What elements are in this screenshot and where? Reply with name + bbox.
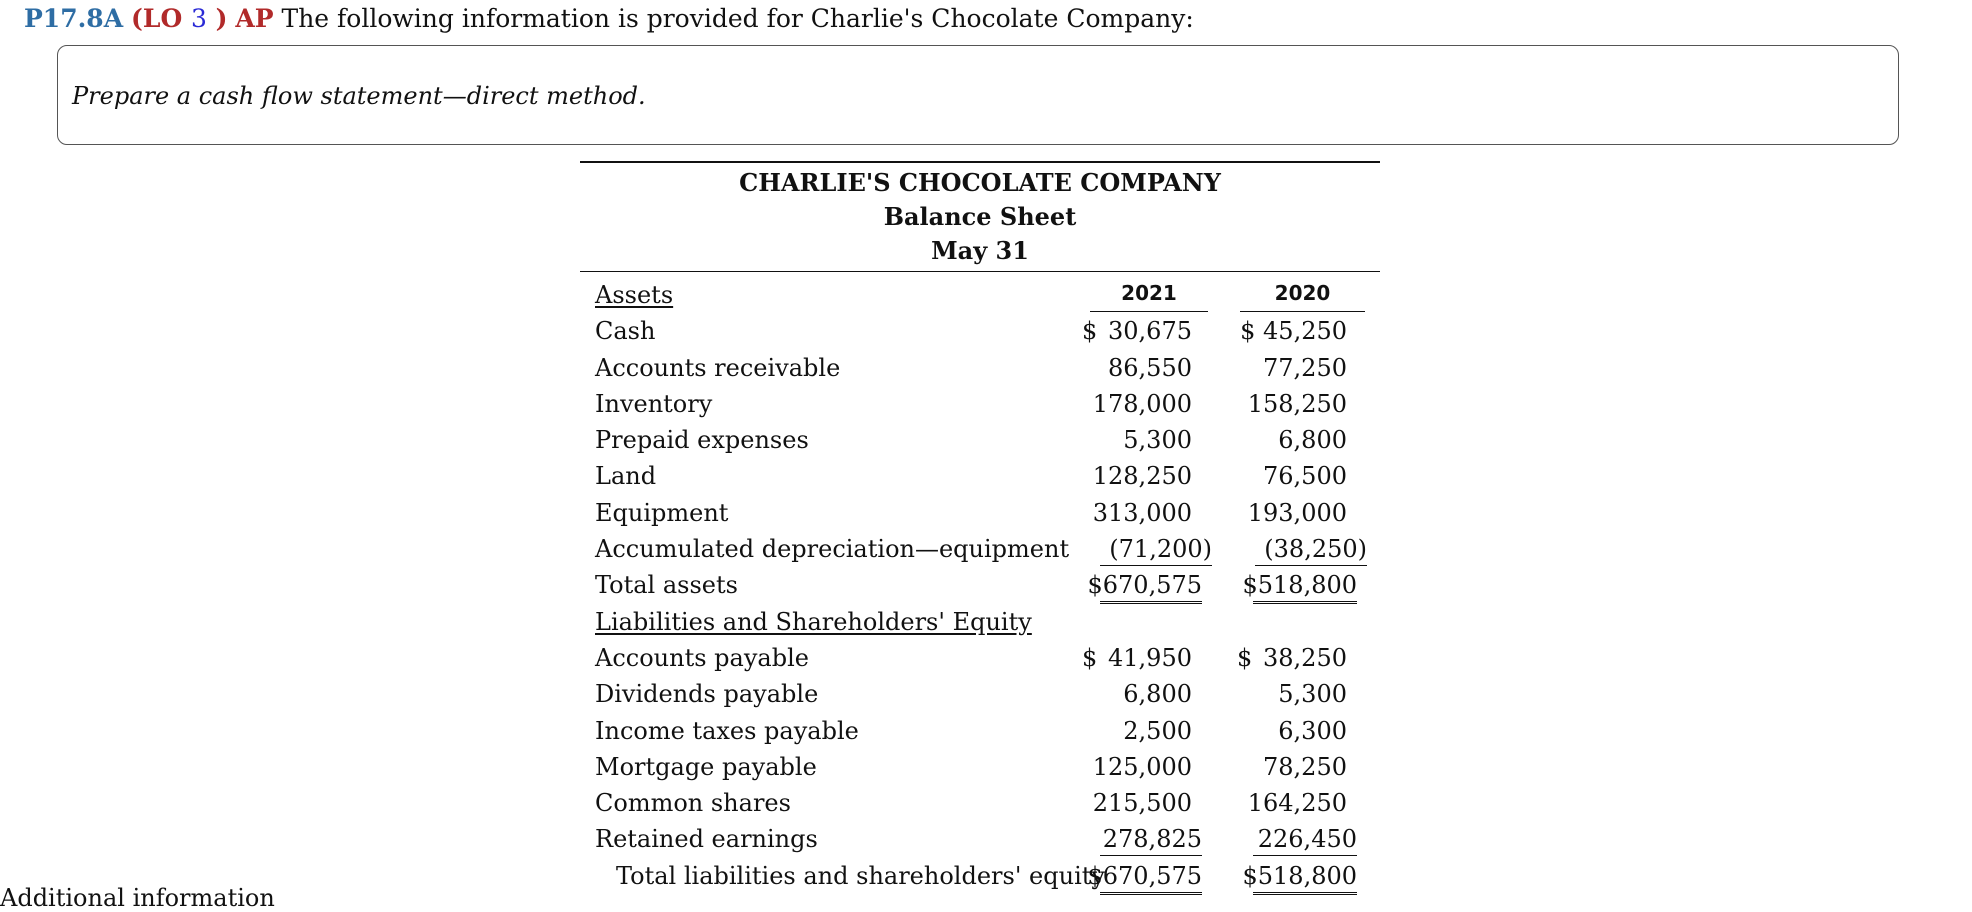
problem-intro: The following information is provided for Charlie's Chocolate Company: bbox=[281, 4, 1194, 33]
row-label: Land bbox=[595, 462, 657, 491]
liabilities-heading-row bbox=[580, 603, 1380, 639]
instruction-box bbox=[57, 45, 1899, 145]
total-assets-2021: $670,575 bbox=[1087, 571, 1202, 600]
table-row bbox=[580, 385, 1380, 421]
row-label: Mortgage payable bbox=[595, 752, 817, 781]
value-2021: 178,000 bbox=[1092, 389, 1192, 418]
year-2021-header: 2021 bbox=[1090, 281, 1208, 312]
statement-title: Balance Sheet bbox=[883, 202, 1077, 231]
value-2021: 30,675 bbox=[1108, 317, 1192, 346]
value-2021: 41,950 bbox=[1108, 643, 1192, 672]
value-2021: 125,000 bbox=[1092, 752, 1192, 781]
row-label: Inventory bbox=[595, 389, 713, 418]
row-label: Accounts receivable bbox=[595, 353, 841, 382]
currency-symbol: $ bbox=[1082, 643, 1098, 672]
value-2021: (71,200) bbox=[1109, 535, 1212, 564]
row-label: Total assets bbox=[595, 571, 738, 600]
ap-tag: AP bbox=[235, 4, 274, 33]
value-2020: 193,000 bbox=[1247, 498, 1347, 527]
value-2020: 38,250 bbox=[1263, 643, 1347, 672]
value-2020: $ 45,250 bbox=[1240, 317, 1347, 346]
row-label: Common shares bbox=[595, 789, 791, 818]
row-label: Retained earnings bbox=[595, 825, 818, 854]
value-2020: 6,300 bbox=[1278, 716, 1347, 745]
total-liabilities-2021: $670,575 bbox=[1087, 861, 1202, 890]
balance-sheet bbox=[580, 161, 1380, 893]
value-2020: 5,300 bbox=[1278, 680, 1347, 709]
value-2020: 76,500 bbox=[1263, 462, 1347, 491]
value-2020: 77,250 bbox=[1263, 353, 1347, 382]
table-row bbox=[580, 639, 1380, 675]
row-label: Prepaid expenses bbox=[595, 426, 809, 455]
table-row bbox=[580, 820, 1380, 856]
value-2020: 226,450 bbox=[1257, 825, 1357, 854]
value-2020: 6,800 bbox=[1278, 426, 1347, 455]
row-label: Accumulated depreciation—equipment bbox=[595, 535, 1070, 564]
learning-objective: (LO 3 ) bbox=[131, 4, 228, 33]
row-label: Dividends payable bbox=[595, 680, 819, 709]
table-row bbox=[580, 675, 1380, 711]
table-row bbox=[580, 457, 1380, 493]
table-row bbox=[580, 349, 1380, 385]
row-label: Income taxes payable bbox=[595, 716, 859, 745]
row-label: Total liabilities and shareholders' equity bbox=[616, 861, 1105, 890]
problem-number: P17.8A bbox=[24, 4, 124, 33]
table-row bbox=[580, 494, 1380, 530]
total-assets-2020: $518,800 bbox=[1242, 571, 1357, 600]
table-row bbox=[580, 748, 1380, 784]
value-2021: 2,500 bbox=[1123, 716, 1192, 745]
row-label: Cash bbox=[595, 317, 656, 346]
table-row bbox=[580, 784, 1380, 820]
value-2020: 158,250 bbox=[1247, 389, 1347, 418]
value-2020: (38,250) bbox=[1264, 535, 1367, 564]
table-row bbox=[580, 421, 1380, 457]
learning-objective-link[interactable]: 3 bbox=[190, 4, 207, 33]
problem-header bbox=[24, 4, 1194, 33]
assets-heading-row bbox=[580, 276, 1380, 312]
assets-heading: Assets bbox=[595, 281, 674, 309]
value-2021: 128,250 bbox=[1092, 462, 1192, 491]
total-liabilities-2020: $518,800 bbox=[1242, 861, 1357, 890]
additional-information-heading: Additional information bbox=[0, 884, 275, 912]
title-rule bbox=[580, 271, 1380, 272]
table-row bbox=[580, 712, 1380, 748]
year-2020-header: 2020 bbox=[1240, 281, 1365, 312]
table-row bbox=[580, 530, 1380, 566]
value-2021: 86,550 bbox=[1108, 353, 1192, 382]
value-2021: 215,500 bbox=[1092, 789, 1192, 818]
currency-symbol: $ bbox=[1237, 643, 1253, 672]
statement-date: May 31 bbox=[931, 236, 1029, 265]
company-name: CHARLIE'S CHOCOLATE COMPANY bbox=[739, 168, 1221, 197]
value-2020: 164,250 bbox=[1247, 789, 1347, 818]
liabilities-heading: Liabilities and Shareholders' Equity bbox=[595, 607, 1032, 636]
row-label: Equipment bbox=[595, 498, 729, 527]
total-liabilities-row bbox=[580, 857, 1380, 893]
value-2021: 278,825 bbox=[1102, 825, 1202, 854]
table-row bbox=[580, 312, 1380, 348]
row-label: Accounts payable bbox=[595, 643, 809, 672]
currency-symbol: $ bbox=[1082, 317, 1098, 346]
total-assets-row bbox=[580, 566, 1380, 602]
value-2021: 5,300 bbox=[1123, 426, 1192, 455]
value-2021: 313,000 bbox=[1092, 498, 1192, 527]
value-2020: 78,250 bbox=[1263, 752, 1347, 781]
instruction-text: Prepare a cash flow statement—direct method. bbox=[72, 82, 646, 110]
balance-sheet-rows bbox=[580, 276, 1380, 893]
value-2021: 6,800 bbox=[1123, 680, 1192, 709]
